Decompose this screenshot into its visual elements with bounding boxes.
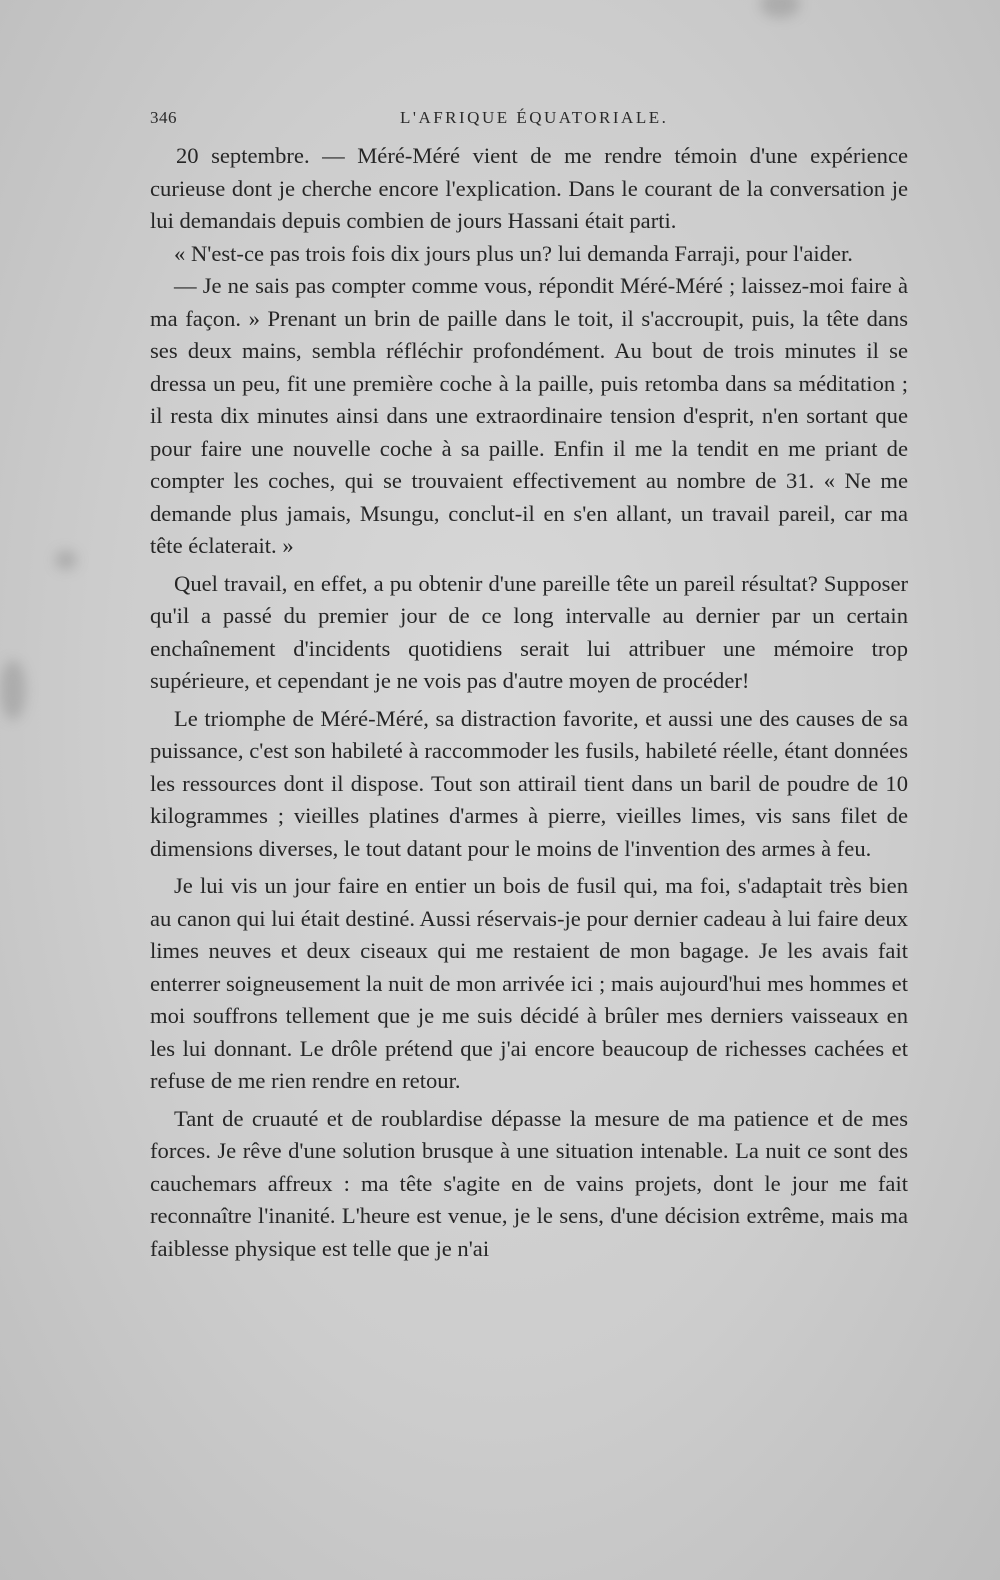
page-stain [760, 0, 800, 18]
paragraph: « N'est-ce pas trois fois dix jours plus un? lui demanda Farraji, pour l'aider. [174, 240, 853, 266]
running-header [150, 104, 910, 134]
page-number: 346 [150, 108, 177, 127]
paragraph: 20 septembre. — Méré-Méré vient de me rendre témoin d'une expérience curieuse dont je cherche encore l'explication. Dans le courant de la conversation je lui demandais depuis combien de jours Hassani était parti. [150, 143, 908, 233]
paragraph: Quel travail, en effet, a pu obtenir d'une pareille tête un pareil résultat? Supposer qu'il a passé du premier jour de ce long intervalle au dernier par un certain enchaînement d'incidents quotidiens serait lui attribuer une mémoire trop supérieure, et cependant je ne vois pas d'autre moyen de procéder! [150, 570, 908, 693]
paragraph: Je lui vis un jour faire en entier un bois de fusil qui, ma foi, s'adaptait très bien au canon qui lui était destiné. Aussi réservais-je pour dernier cadeau à lui faire deux limes neuves et deux ciseaux qui me restaient de mon bagage. Je les avais fait enterrer soigneusement la nuit de mon arrivée ici ; mais aujourd'hui mes hommes et moi souffrons tellement que je me suis décidé à brûler mes derniers vaisseaux en les lui donnant. Le drôle prétend que j'ai encore beaucoup de richesses cachées et refuse de me rien rendre en retour. [150, 873, 908, 1093]
body-text [150, 140, 908, 1265]
paragraph: — Je ne sais pas compter comme vous, répondit Méré-Méré ; laissez-moi faire à ma façon. » Prenant un brin de paille dans le toit, il s'accroupit, puis, la tête dans ses deux mains, sembla réfléchir profondément. Au bout de trois minutes il se dressa un peu, fit une première coche à la paille, puis retomba dans sa méditation ; il resta dix minutes ainsi dans une extraordinaire tension d'esprit, n'en sortant que pour faire une nouvelle coche à sa paille. Enfin il me la tendit en me priant de compter les coches, qui se trouvaient effectivement au nombre de 31. « Ne me demande plus jamais, Msungu, conclut-il en s'en allant, un travail pareil, car ma tête éclaterait. » [150, 273, 908, 558]
page-stain [0, 660, 26, 720]
running-title: L'AFRIQUE ÉQUATORIALE. [400, 108, 669, 127]
paragraph: Le triomphe de Méré-Méré, sa distraction favorite, et aussi une des causes de sa puissance, c'est son habileté à raccommoder les fusils, habileté réelle, étant données les ressources dont il dispose. Tout son attirail tient dans un baril de poudre de 10 kilogrammes ; vieilles platines d'armes à pierre, vieilles limes, vis sans filet de dimensions diverses, le tout datant pour le moins de l'invention des armes à feu. [150, 705, 908, 861]
page-stain [55, 550, 77, 570]
paragraph: Tant de cruauté et de roublardise dépasse la mesure de ma patience et de mes forces. Je rêve d'une solution brusque à une situation intenable. La nuit ce sont des cauchemars affreux : ma tête s'agite en de vains projets, dont le jour me fait reconnaître l'inanité. L'heure est venue, je le sens, d'une décision extrême, mais ma faiblesse physique est telle que je n'ai [150, 1105, 908, 1261]
